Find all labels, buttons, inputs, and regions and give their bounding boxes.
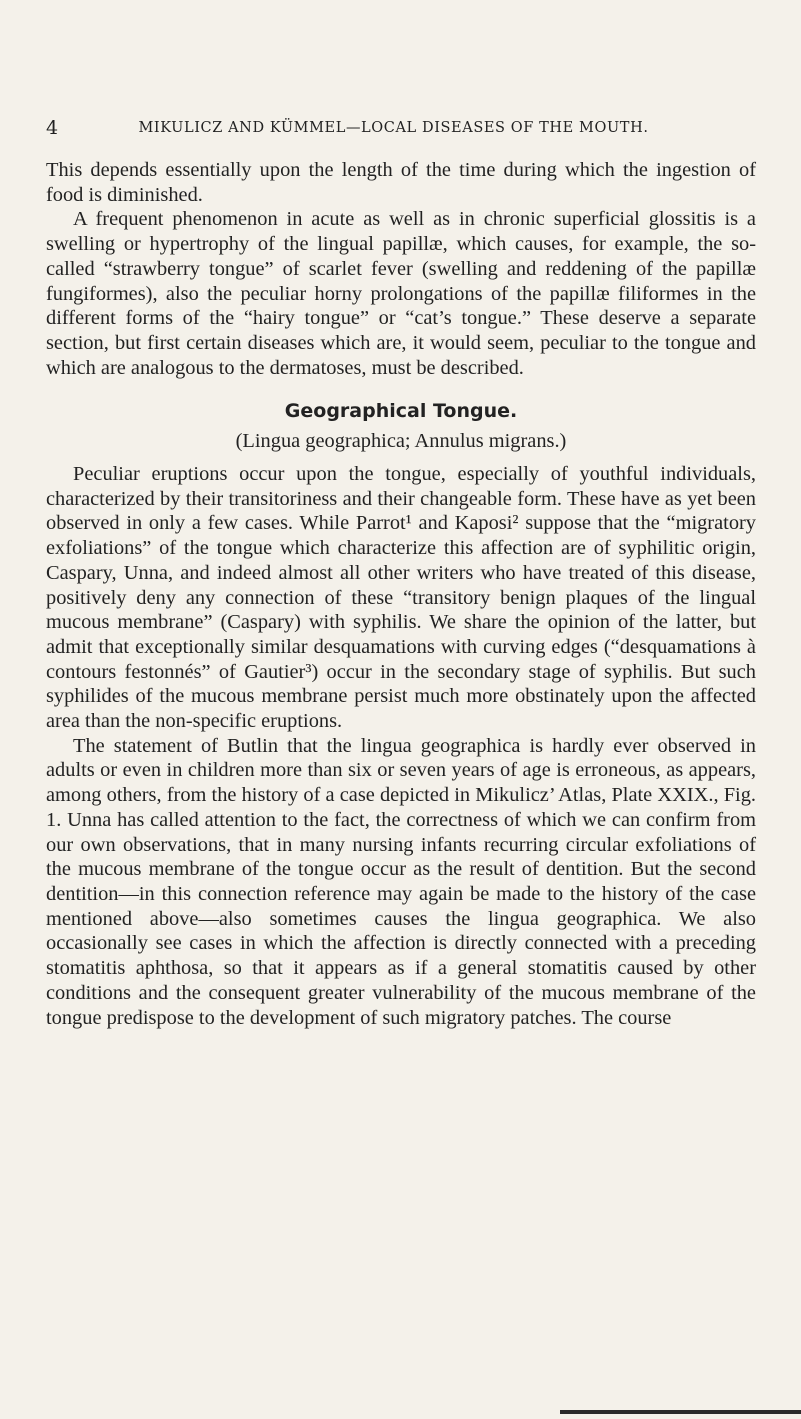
paragraph: This depends essentially upon the length of the time during which the ingestion of food is diminished. <box>46 159 756 206</box>
section-title: Geographical Tongue. <box>284 400 518 423</box>
paragraph: A frequent phenomenon in acute as well as in chronic superficial glossitis is a swelling or hypertrophy of the lingual papillæ, which causes, for example, the so-called “strawberry tongue” of scarlet fever (swelling and reddening of the papillæ fungiformes), also the peculiar horny prolongations of the papillæ filiformes in the different forms of the “hairy tongue” or “cat’s tongue.” These deserve a separate section, but first certain diseases which are, it would seem, peculiar to the tongue and which are analogous to the dermatoses, must be described. <box>46 208 756 379</box>
paragraph: Peculiar eruptions occur upon the tongue, especially of youthful individuals, characterized by their transitoriness and their changeable form. These have as yet been observed in only a few cases. While Parrot¹ and Kaposi² suppose that the “migratory exfoliations” of the tongue which characterize this affection are of syphilitic origin, Caspary, Unna, and indeed almost all other writers who have treated of this disease, positively deny any connection of these “transitory benign plaques of the lingual mucous membrane” (Caspary) with syphilis. We share the opinion of the latter, but admit that exceptionally similar desquamations with curving edges (“desquamations à contours festonnés” of Gautier³) occur in the secondary stage of syphilis. But such syphilides of the mucous membrane persist much more obstinately upon the affected area than the non-specific eruptions. <box>46 463 756 733</box>
page-header <box>46 117 741 141</box>
section-subtitle: (Lingua geographica; Annulus migrans.) <box>235 430 567 453</box>
paragraph: The statement of Butlin that the lingua geographica is hardly ever observed in adults or even in children more than six or seven years of age is erroneous, as appears, among others, from the history of a case depicted in Mikulicz’ Atlas, Plate XXIX., Fig. 1. Unna has called attention to the fact, the correctness of which we can confirm from our own observations, that in many nursing infants recurring circular exfoliations of the mucous membrane of the tongue occur as the result of dentition. But the second dentition—in this connection reference may again be made to the history of the case mentioned above—also sometimes causes the lingua geographica. We also occasionally see cases in which the affection is directly connected with a preceding stomatitis aphthosa, so that it appears as if a general stomatitis caused by other conditions and the consequent greater vulnerability of the mucous membrane of the tongue predispose to the development of such migratory patches. The course <box>46 734 756 1029</box>
bottom-rule <box>560 1410 801 1414</box>
body-text <box>46 158 756 1030</box>
page-number: 4 <box>46 117 59 139</box>
running-title: MIKULICZ AND KÜMMEL—LOCAL DISEASES OF THE MOUTH. <box>138 120 649 136</box>
